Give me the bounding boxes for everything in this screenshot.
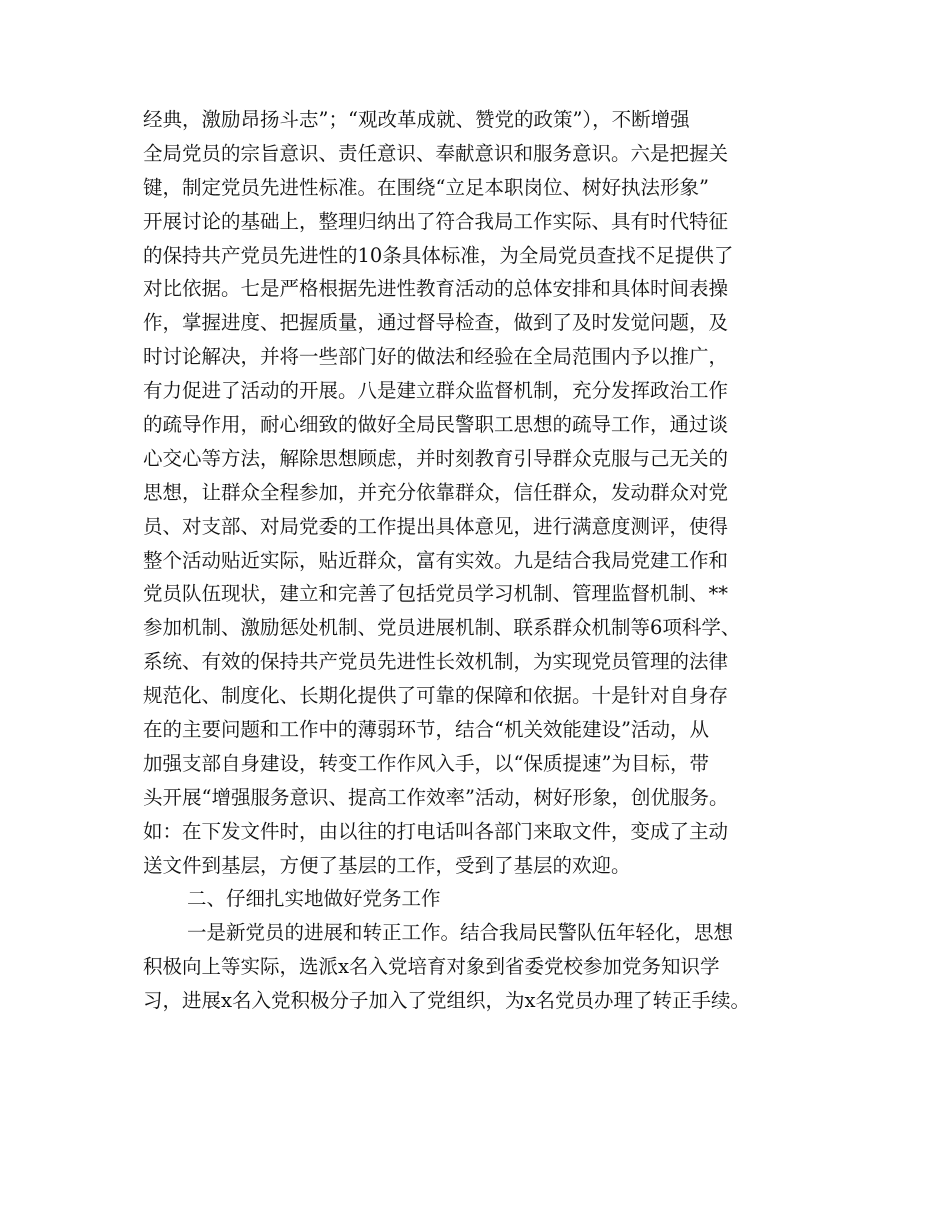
text-line: 送文件到基层，方便了基层的工作，受到了基层的欢迎。 bbox=[143, 853, 631, 877]
text-line: 经典，激励昂扬斗志”；“观改革成就、赞党的政策”），不断增强 bbox=[143, 108, 690, 131]
text-line: 有力促进了活动的开展。八是建立群众监督机制，充分发挥政治工作 bbox=[143, 379, 729, 403]
text-line: 在的主要问题和工作中的薄弱环节，结合“机关效能建设”活动，从 bbox=[143, 718, 709, 742]
text-line: 整个活动贴近实际，贴近群众，富有实效。九是结合我局党建工作和 bbox=[143, 548, 729, 572]
text-line: 的保持共产党员先进性的10条具体标准，为全局党员查找不足提供了 bbox=[143, 243, 734, 267]
text-line: 头开展“增强服务意识、提高工作效率”活动，树好形象，创优服务。 bbox=[143, 785, 729, 809]
paragraph-start-line: 一是新党员的进展和转正工作。结合我局民警队伍年轻化，思想 bbox=[187, 921, 734, 945]
text-line: 参加机制、激励惩处机制、党员进展机制、联系群众机制等6项科学、 bbox=[143, 616, 741, 640]
text-line: 键，制定党员先进性标准。在围绕“立足本职岗位、树好执法形象” bbox=[143, 175, 709, 199]
text-line: 如：在下发文件时，由以往的打电话叫各部门来取文件，变成了主动 bbox=[143, 819, 729, 843]
body-text bbox=[143, 103, 833, 1018]
text-line: 心交心等方法，解除思想顾虑，并时刻教育引导群众克服与己无关的 bbox=[143, 446, 729, 470]
text-line: 规范化、制度化、长期化提供了可靠的保障和依据。十是针对自身存 bbox=[143, 684, 729, 708]
paragraph-start-line: 二、仔细扎实地做好党务工作 bbox=[187, 887, 441, 911]
text-line: 员、对支部、对局党委的工作提出具体意见，进行满意度测评，使得 bbox=[143, 514, 729, 538]
text-line: 时讨论解决，并将一些部门好的做法和经验在全局范围内予以推广， bbox=[143, 345, 729, 369]
text-line: 党员队伍现状，建立和完善了包括党员学习机制、管理监督机制、** bbox=[143, 582, 729, 606]
text-line: 习，进展x名入党积极分子加入了党组织，为x名党员办理了转正手续。 bbox=[143, 989, 750, 1013]
text-line: 作，掌握进度、把握质量，通过督导检查，做到了及时发觉问题，及 bbox=[143, 311, 729, 335]
text-line: 加强支部自身建设，转变工作作风入手，以“保质提速”为目标，带 bbox=[143, 751, 709, 775]
text-line: 全局党员的宗旨意识、责任意识、奉献意识和服务意识。六是把握关 bbox=[143, 141, 729, 165]
text-line: 系统、有效的保持共产党员先进性长效机制，为实现党员管理的法律 bbox=[143, 650, 729, 674]
text-line: 开展讨论的基础上，整理归纳出了符合我局工作实际、具有时代特征 bbox=[143, 209, 729, 233]
text-line: 的疏导作用，耐心细致的做好全局民警职工思想的疏导工作，通过谈 bbox=[143, 413, 729, 437]
text-line: 积极向上等实际，选派x名入党培育对象到省委党校参加党务知识学 bbox=[143, 955, 720, 979]
text-line: 对比依据。七是严格根据先进性教育活动的总体安排和具体时间表操 bbox=[143, 277, 729, 301]
text-line: 思想，让群众全程参加，并充分依靠群众，信任群众，发动群众对党 bbox=[143, 480, 729, 504]
